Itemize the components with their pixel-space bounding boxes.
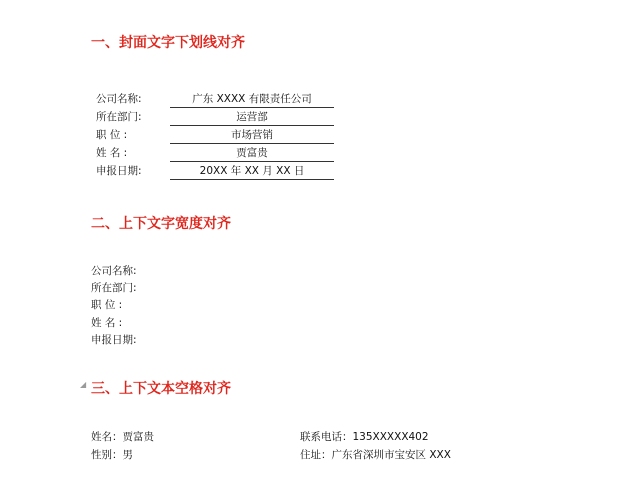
info-phone: 联系电话：135XXXXX402 [300, 431, 429, 443]
paragraph-marker-icon: ◢ [80, 380, 87, 389]
width-label-position: 职 位 : [91, 299, 123, 311]
width-row-position [91, 298, 291, 314]
cover-row-name [96, 145, 336, 163]
info-address: 住址：广东省深圳市宝安区 XXX [300, 449, 451, 461]
cover-row-date [96, 163, 336, 181]
underline [170, 143, 334, 144]
info-name: 姓名：贾富贵 [91, 431, 154, 443]
underline [170, 125, 334, 126]
width-label-department: 所在部门: [91, 282, 137, 294]
width-label-name: 姓 名 : [91, 317, 123, 329]
underline [170, 107, 334, 108]
section1-title: 一、封面文字下划线对齐 [91, 35, 245, 51]
cover-label-name: 姓 名 : [96, 147, 128, 159]
cover-label-department: 所在部门: [96, 111, 142, 123]
cover-label-position: 职 位 : [96, 129, 128, 141]
info-gender: 性别：男 [91, 449, 133, 461]
section2-title: 二、上下文字宽度对齐 [91, 216, 231, 232]
cover-value-date: 20XX 年 XX 月 XX 日 [199, 165, 305, 177]
width-row-date [91, 333, 291, 349]
cover-label-date: 申报日期: [96, 165, 142, 177]
section3-title: 三、上下文本空格对齐 [91, 381, 231, 397]
width-label-company: 公司名称: [91, 265, 137, 277]
cover-value-name: 贾富贵 [236, 147, 268, 159]
underline [170, 161, 334, 162]
width-row-name [91, 316, 291, 332]
width-row-company [91, 264, 291, 280]
cover-row-department [96, 109, 336, 127]
underline [170, 179, 334, 180]
cover-value-department: 运营部 [236, 111, 268, 123]
width-row-department [91, 281, 291, 297]
cover-value-company: 广东 XXXX 有限责任公司 [192, 93, 312, 105]
width-label-date: 申报日期: [91, 334, 137, 346]
cover-row-position [96, 127, 336, 145]
cover-label-company: 公司名称: [96, 93, 142, 105]
cover-row-company [96, 91, 336, 109]
cover-value-position: 市场营销 [231, 129, 273, 141]
